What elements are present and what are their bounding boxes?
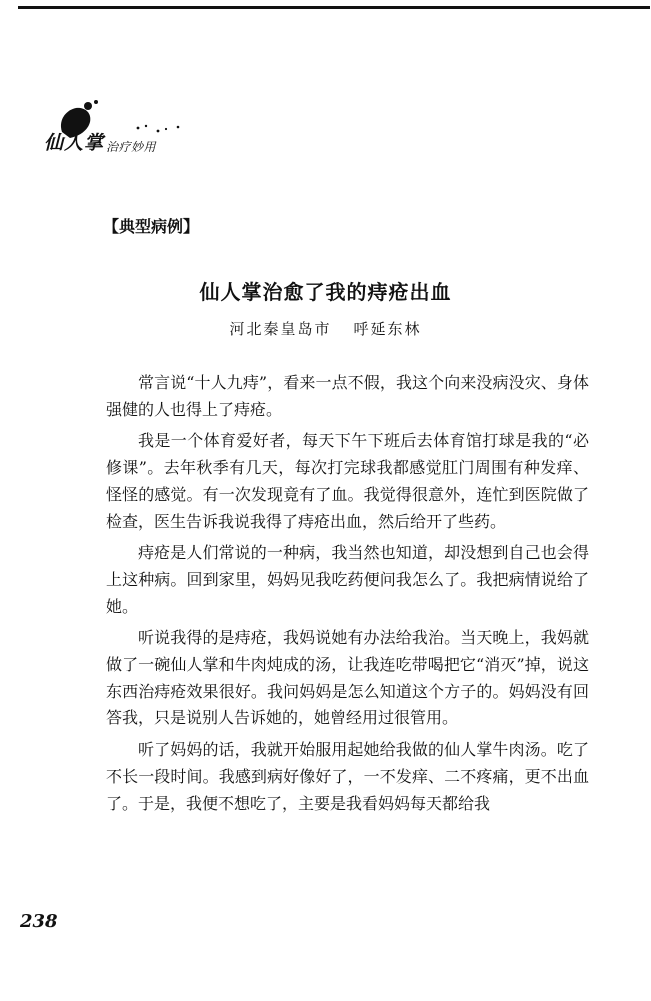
author-line: [0, 318, 651, 339]
top-rule: [18, 6, 650, 9]
paragraph: 听说我得的是痔疮，我妈说她有办法给我治。当天晚上，我妈就做了一碗仙人掌和牛肉炖成的汤，让我连吃带喝把它“消灭”掉，说这东西治痔疮效果很好。我问妈妈是怎么知道这个方子的。妈妈没有回答我，只是说别人告诉她的，她曾经用过很管用。: [106, 628, 589, 728]
logo-subtitle: 治疗妙用: [106, 140, 157, 154]
logo-title: 仙人掌: [44, 132, 105, 154]
page-number: 238: [20, 911, 58, 932]
paragraph: 常言说“十人九痔”，看来一点不假，我这个向来没病没灾、身体强健的人也得上了痔疮。: [106, 373, 589, 419]
article-title: 仙人掌治愈了我的痔疮出血: [199, 280, 452, 304]
section-tag: 【典型病例】: [103, 217, 200, 236]
author-name: 呼延东林: [353, 320, 422, 338]
paragraph: 我是一个体育爱好者，每天下午下班后去体育馆打球是我的“必修课”。去年秋季有几天，每次打完球我都感觉肛门周围有种发痒、怪怪的感觉。有一次发现竟有了血。我觉得很意外，连忙到医院做了检查，医生告诉我说我得了痔疮出血，然后给开了些药。: [106, 431, 589, 531]
author-location: 河北秦皇岛市: [229, 320, 332, 338]
article-body: [106, 370, 589, 822]
paragraph: 痔疮是人们常说的一种病，我当然也知道，却没想到自己也会得上这种病。回到家里，妈妈见我吃药便问我怎么了。我把病情说给了她。: [106, 543, 589, 616]
paragraph: 听了妈妈的话，我就开始服用起她给我做的仙人掌牛肉汤。吃了不长一段时间。我感到病好像好了，一不发痒、二不疼痛，更不出血了。于是，我便不想吃了，主要是我看妈妈每天都给我: [106, 740, 589, 813]
